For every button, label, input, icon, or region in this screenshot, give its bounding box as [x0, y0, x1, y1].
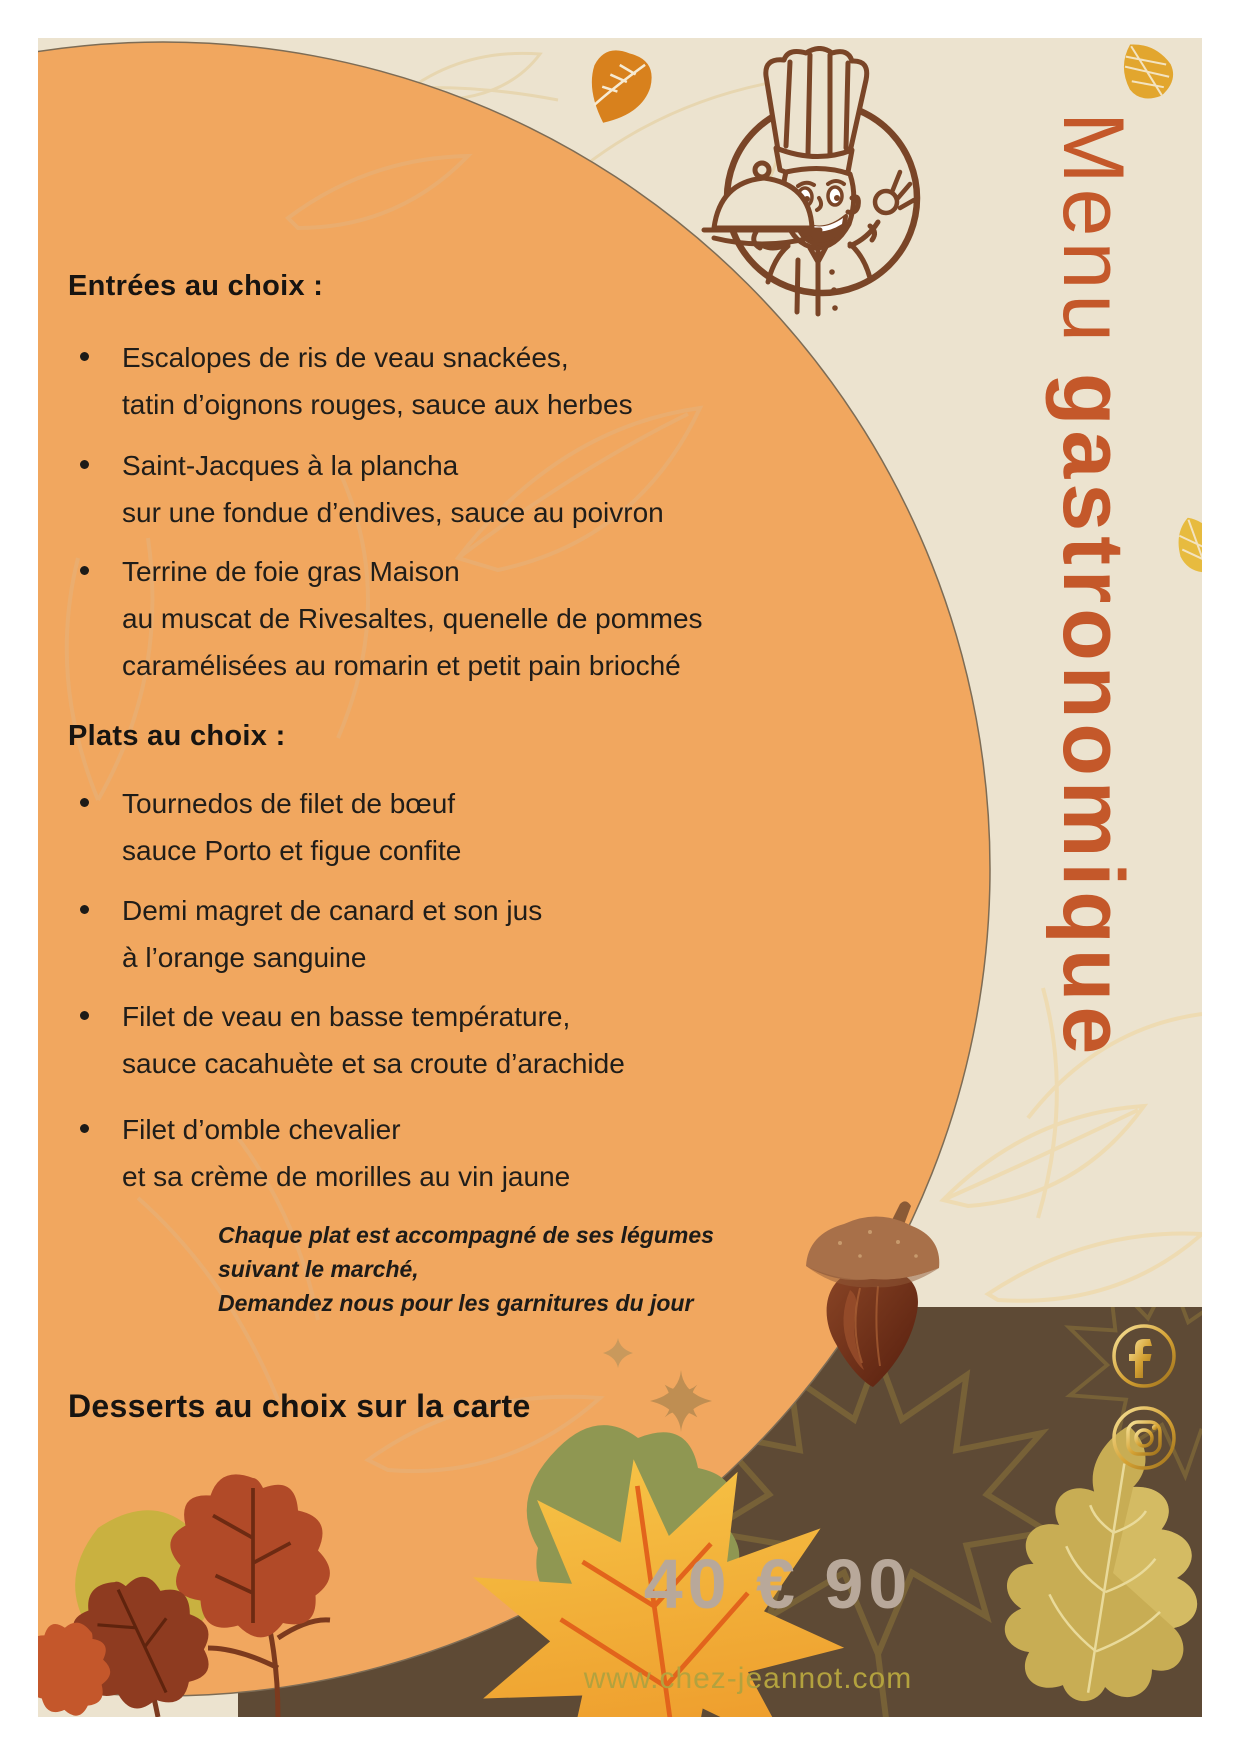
menu-item-entree-1 — [122, 334, 633, 428]
facebook-icon[interactable] — [1110, 1322, 1178, 1390]
ok-hand — [875, 191, 897, 213]
price-label: 40 € 90 — [643, 1545, 913, 1623]
item-line: Tournedos de filet de bœuf — [122, 788, 456, 819]
note-line: Chaque plat est accompagné de ses légumes — [218, 1222, 714, 1248]
acorn-illustration — [790, 1198, 950, 1393]
entrees-heading: Entrées au choix : — [68, 270, 324, 302]
menu-card — [38, 38, 1202, 1717]
gold-leaf-icon-top — [1116, 38, 1180, 106]
item-line: Filet de veau en basse température, — [122, 1001, 571, 1032]
item-line: au muscat de Rivesaltes, quenelle de pommes — [122, 603, 703, 634]
item-line: Filet d’omble chevalier — [122, 1114, 401, 1145]
bullet-icon — [80, 1011, 89, 1020]
item-line: sur une fondue d’endives, sauce au poivron — [122, 497, 664, 528]
title-word-gastronomique: gastronomique — [1045, 373, 1141, 1060]
item-line: Saint-Jacques à la plancha — [122, 450, 459, 481]
chef-hat — [766, 49, 867, 158]
menu-item-plat-2 — [122, 887, 542, 981]
item-line: caramélisées au romarin et petit pain brioché — [122, 650, 681, 681]
desserts-heading: Desserts au choix sur la carte — [68, 1388, 531, 1424]
title-word-menu: Menu — [1045, 112, 1141, 348]
bullet-icon — [80, 798, 89, 807]
item-line: sauce Porto et figue confite — [122, 835, 462, 866]
note-line: suivant le marché, — [218, 1256, 419, 1282]
item-line: Demi magret de canard et son jus — [122, 895, 543, 926]
menu-item-entree-2 — [122, 442, 664, 536]
instagram-icon[interactable] — [1110, 1404, 1178, 1472]
garnish-note — [218, 1218, 714, 1320]
item-line: tatin d’oignons rouges, sauce aux herbes — [122, 389, 633, 420]
bullet-icon — [80, 566, 89, 575]
bullet-icon — [80, 460, 89, 469]
chef-logo — [698, 46, 948, 318]
website-link[interactable]: www.chez-jeannot.com — [583, 1662, 913, 1695]
sparkle-icon — [603, 1338, 633, 1368]
item-line: Terrine de foie gras Maison — [122, 556, 460, 587]
item-line: sauce cacahuète et sa croute d’arachide — [122, 1048, 625, 1079]
orange-leaf-icon — [584, 48, 662, 138]
bullet-icon — [80, 905, 89, 914]
gold-leaf-icon-right — [1172, 514, 1202, 582]
plats-heading: Plats au choix : — [68, 720, 286, 752]
item-line: à l’orange sanguine — [122, 942, 367, 973]
bullet-icon — [80, 352, 89, 361]
menu-item-plat-4 — [122, 1106, 570, 1200]
item-line: Escalopes de ris de veau snackées, — [122, 342, 569, 373]
note-line: Demandez nous pour les garnitures du jour — [218, 1290, 694, 1316]
menu-item-plat-1 — [122, 780, 461, 874]
menu-item-plat-3 — [122, 993, 625, 1087]
bullet-icon — [80, 1124, 89, 1133]
menu-item-entree-3 — [122, 548, 703, 689]
item-line: et sa crème de morilles au vin jaune — [122, 1161, 571, 1192]
page-title — [1045, 112, 1141, 1060]
